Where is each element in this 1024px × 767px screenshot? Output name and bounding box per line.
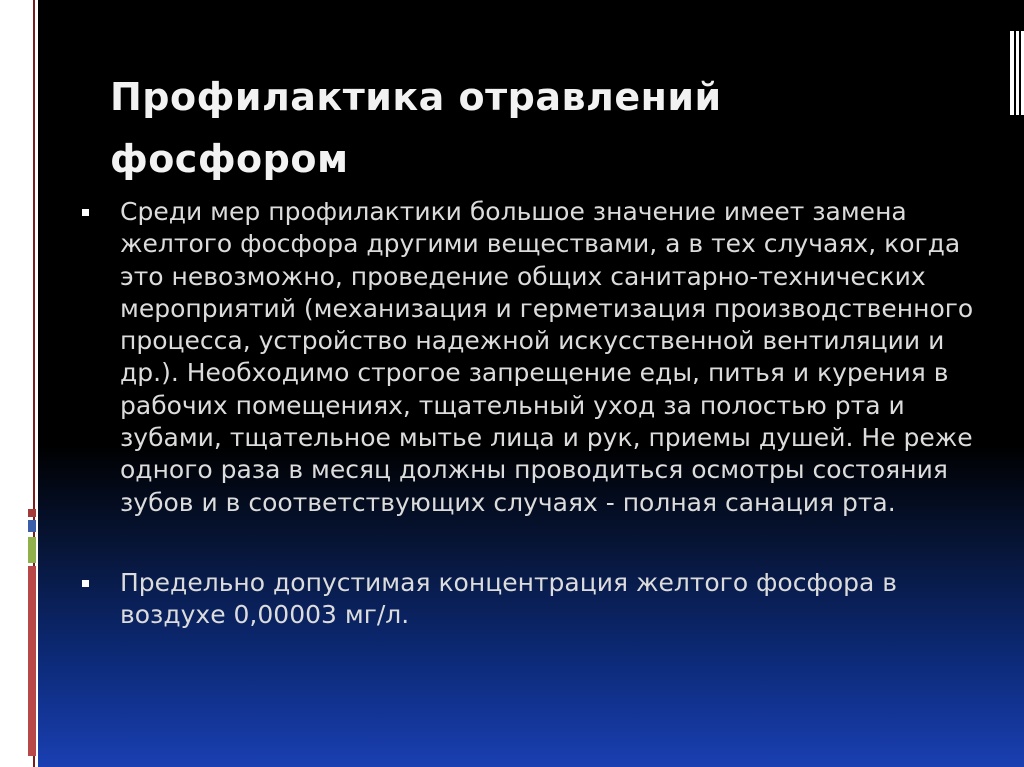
accent-square-red <box>28 509 36 517</box>
accent-bar-red <box>28 566 36 756</box>
bullet-text: Предельно допустимая концентрация желтого фосфора в воздухе 0,00003 мг/л. <box>120 567 898 630</box>
bullet-square-icon <box>82 209 89 216</box>
decorative-bar <box>1016 31 1019 115</box>
bullet-item <box>82 567 982 632</box>
bullet-item <box>82 196 982 519</box>
slide-title: Профилактика отравлений фосфором <box>110 75 722 181</box>
bullet-text: Среди мер профилактики большое значение имеет замена желтого фосфора другими веществами, а в тех случаях, когда это невозможно, проведение общих санитарно-технических мероприятий (механизация и герметизация производственного процесса, устройство надежной искусственной вентиляции и др.). Необходимо строгое запрещение еды, питья и курения в рабочих помещениях, тщательный уход за полостью рта и зубами, тщательное мытье лица и рук, приемы душей. Не реже одного раза в месяц должны проводиться осмотры состояния зубов и в соответствующих случаях - полная санация рта. <box>120 197 974 517</box>
accent-bar-green <box>28 537 36 563</box>
decorative-bar <box>1010 31 1014 115</box>
bullet-square-icon <box>82 580 89 587</box>
bullet-list <box>82 196 982 632</box>
accent-square-blue <box>28 520 36 532</box>
